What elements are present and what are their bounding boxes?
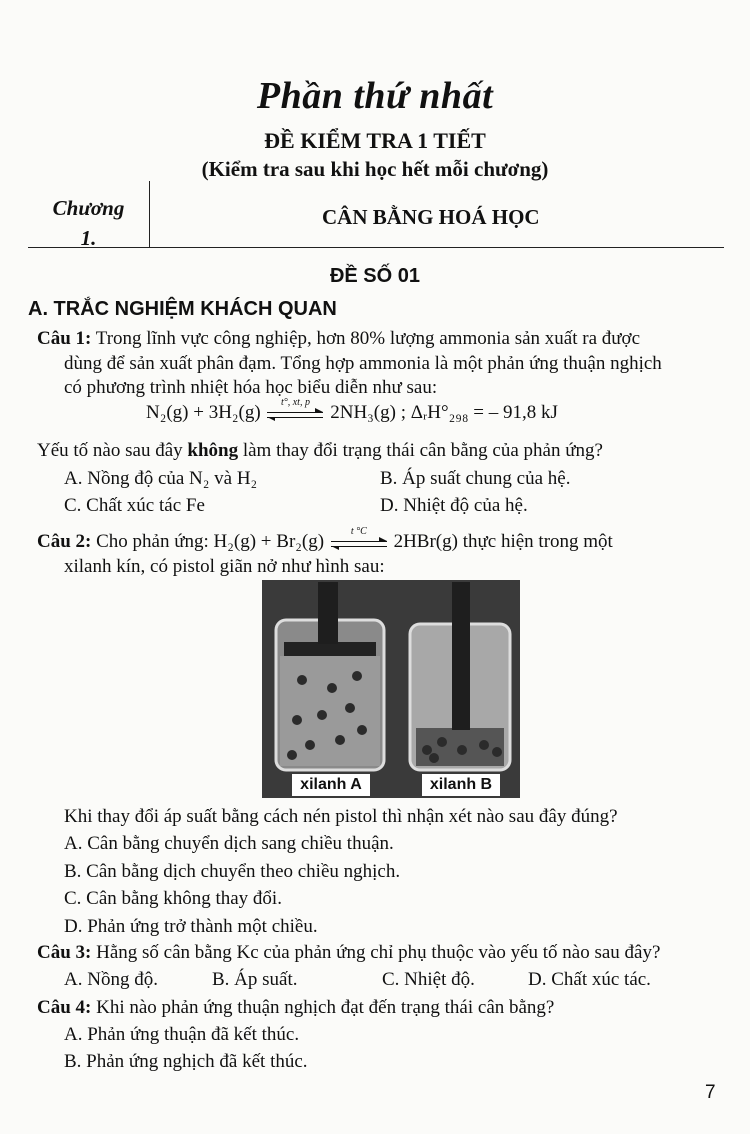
q1-stem-bold: không xyxy=(187,440,239,461)
q2-stem: Khi thay đổi áp suất bằng cách nén pistol thì nhận xét nào sau đây đúng? xyxy=(64,806,618,827)
q3-line xyxy=(37,942,660,964)
q4-stem: Khi nào phản ứng thuận nghịch đạt đến trạng thái cân bằng? xyxy=(96,997,555,1018)
q2-option-c: C. Cân bằng không thay đổi. xyxy=(64,888,282,909)
part-title: Phần thứ nhất xyxy=(256,75,494,117)
q3-option-a: A. Nồng độ. xyxy=(64,969,158,990)
cylinder-figure xyxy=(262,580,520,798)
equilibrium-arrow-icon xyxy=(265,396,325,425)
q2-option-b: B. Cân bằng dịch chuyển theo chiều nghịch. xyxy=(64,861,401,882)
q2-line1-post: 2HBr(g) thực hiện trong một xyxy=(393,531,613,552)
q1-eq-right: 2NH₃(g) ; ΔᵣH°₂₉₈ = – 91,8 kJ xyxy=(330,402,558,423)
q1-option-c: C. Chất xúc tác Fe xyxy=(64,495,205,516)
q1-line1 xyxy=(37,328,640,350)
q1-eq-left: N₂(g) + 3H₂(g) xyxy=(146,402,261,423)
exam-number: ĐỀ SỐ 01 xyxy=(329,265,421,287)
q1-stem xyxy=(37,440,603,462)
image-label-a: xilanh A xyxy=(300,776,362,793)
q1-line3: có phương trình nhiệt hóa học biểu diễn như sau: xyxy=(64,377,438,398)
q1-stem-post: làm thay đổi trạng thái cân bằng của phản ứng? xyxy=(242,440,603,461)
q3-option-c: C. Nhiệt độ. xyxy=(382,969,475,990)
q1-text1: Trong lĩnh vực công nghiệp, hơn 80% lượng ammonia sản xuất ra được xyxy=(95,328,641,349)
q2-option-d: D. Phản ứng trở thành một chiều. xyxy=(64,916,318,937)
image-label-b: xilanh B xyxy=(429,776,493,793)
q2-option-a: A. Cân bằng chuyển dịch sang chiều thuận. xyxy=(64,833,394,854)
q1-stem-pre: Yếu tố nào sau đây xyxy=(37,440,183,461)
chapter-label xyxy=(28,193,149,253)
q2-line2: xilanh kín, có pistol giãn nở như hình sau: xyxy=(64,556,385,577)
q2-eq-condition: t °C xyxy=(350,525,367,537)
page-number: 7 xyxy=(705,1082,716,1103)
q4-option-a: A. Phản ứng thuận đã kết thúc. xyxy=(64,1024,300,1045)
chapter-divider xyxy=(149,181,150,247)
q1-option-d: D. Nhiệt độ của hệ. xyxy=(380,495,528,516)
chapter-word: Chương xyxy=(52,196,125,220)
q1-option-a: A. Nồng độ của N₂ và H₂ xyxy=(64,468,258,489)
q1-option-b: B. Áp suất chung của hệ. xyxy=(380,468,571,489)
q3-option-b: B. Áp suất. xyxy=(212,969,298,990)
q1-eq-condition: t°, xt, p xyxy=(280,396,310,408)
q3-option-d: D. Chất xúc tác. xyxy=(528,969,651,990)
q4-label: Câu 4: xyxy=(37,997,92,1018)
section-title: A. TRẮC NGHIỆM KHÁCH QUAN xyxy=(28,298,337,320)
equilibrium-arrow-icon xyxy=(329,525,389,554)
q3-stem: Hằng số cân bằng Kc của phản ứng chỉ phụ thuộc vào yếu tố nào sau đây? xyxy=(96,942,661,963)
exam-subtitle: (Kiểm tra sau khi học hết mỗi chương) xyxy=(201,157,549,181)
q3-label: Câu 3: xyxy=(37,942,92,963)
q4-option-b: B. Phản ứng nghịch đã kết thúc. xyxy=(64,1051,308,1072)
q2-line1 xyxy=(37,525,613,554)
cylinder-illustration xyxy=(262,580,520,798)
q4-line xyxy=(37,997,554,1019)
q1-line2: dùng để sản xuất phân đạm. Tổng hợp ammonia là một phản ứng thuận nghịch xyxy=(64,353,662,374)
chapter-name: CÂN BẰNG HOÁ HỌC xyxy=(322,205,540,229)
exam-title: ĐỀ KIỂM TRA 1 TIẾT xyxy=(264,128,486,153)
q1-label: Câu 1: xyxy=(37,328,92,349)
chapter-number: 1. xyxy=(80,226,97,250)
q2-label: Câu 2: xyxy=(37,531,92,552)
q1-equation xyxy=(146,396,558,425)
q2-line1-pre: Cho phản ứng: H₂(g) + Br₂(g) xyxy=(96,531,325,552)
